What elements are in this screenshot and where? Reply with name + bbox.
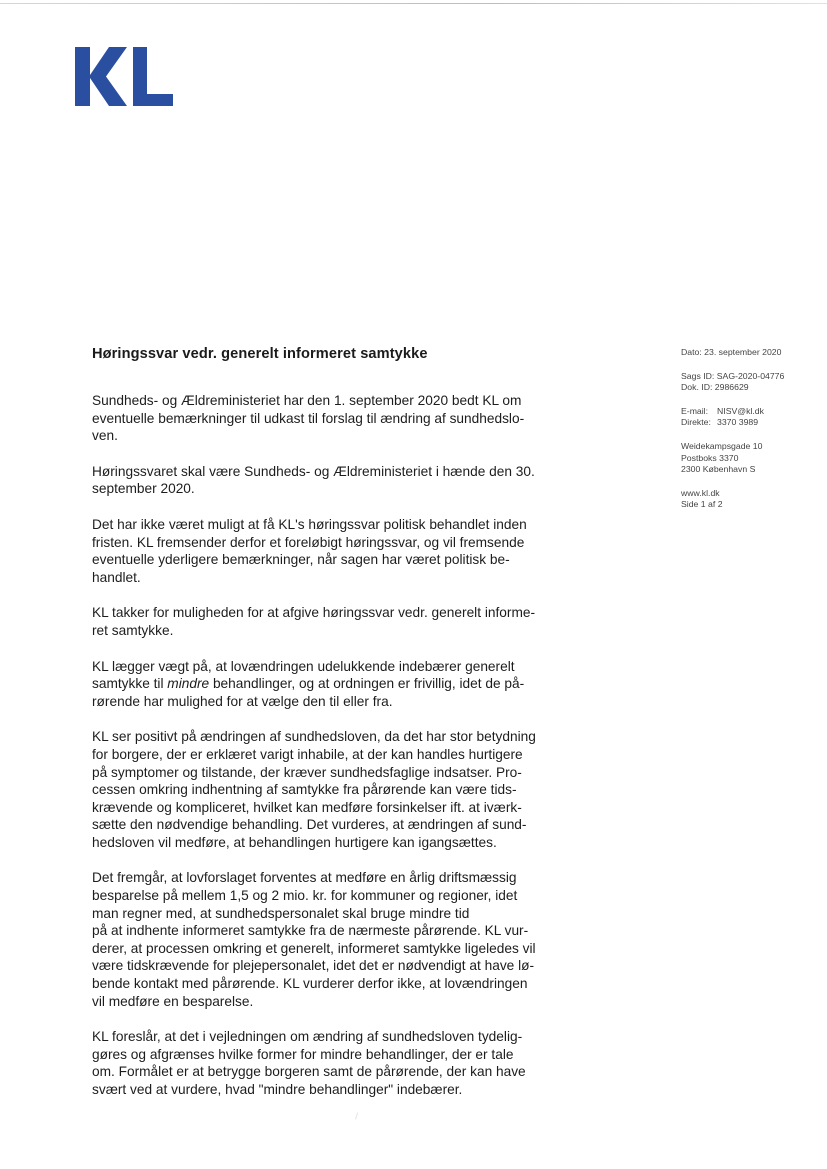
text-line: være tidskrævende for plejepersonalet, idet det er nødvendigt at have lø-: [92, 958, 535, 974]
text-line: ven.: [92, 428, 118, 444]
meta-page-number: Side 1 af 2: [681, 499, 723, 510]
text-line: KL takker for muligheden for at afgive høringssvar vedr. generelt informe-: [92, 605, 536, 621]
text-line: krævende og kompliceret, hvilket kan medføre forsinkelser ift. at iværk-: [92, 799, 522, 815]
scan-edge-line: [0, 3, 827, 4]
meta-email-label: E-mail:: [681, 405, 709, 416]
text-line: svært ved at vurdere, hvad "mindre behandlinger" indebærer.: [92, 1082, 463, 1097]
paragraph-proposal: [92, 1028, 582, 1098]
paragraph-preliminary: [92, 516, 582, 586]
text-line: på at indhente informeret samtykke fra de nærmeste pårørende. KL vur-: [92, 923, 529, 939]
meta-phone-value: 3370 3989: [717, 417, 759, 428]
meta-ids-group: [681, 371, 821, 394]
meta-email-row: [681, 406, 821, 418]
meta-phone-row: [681, 417, 821, 429]
kl-logo: [75, 47, 173, 106]
paragraph-positive: [92, 728, 582, 851]
text-line: om. Formålet er at betrygge borgeren samt de pårørende, der kan have: [92, 1064, 526, 1080]
paragraph-thanks: [92, 604, 582, 639]
meta-email-link[interactable]: NISV@kl.dk: [717, 405, 764, 416]
kl-logo-mark: [75, 47, 173, 106]
text-line: Sundheds- og Ældreministeriet har den 1. september 2020 bedt KL om: [92, 393, 522, 408]
meta-date: Dato: 23. september 2020: [681, 347, 782, 357]
text-line: sætte den nødvendige behandling. Det vurderes, at ændringen af sund-: [92, 817, 527, 833]
meta-address-group: [681, 441, 821, 476]
text-line: Det har ikke været muligt at få KL's høringssvar politisk behandlet inden: [92, 516, 527, 532]
meta-sags-id: Sags ID: SAG-2020-04776: [681, 370, 785, 381]
text-line: Høringssvaret skal være Sundheds- og Ældreministeriet i hænde den 30.: [92, 463, 535, 479]
paragraph-deadline: [92, 463, 582, 498]
emphasized-word: mindre: [167, 676, 210, 692]
meta-website-link[interactable]: www.kl.dk: [681, 487, 720, 498]
paragraph-emphasis: [92, 658, 582, 711]
scan-speck: [355, 1113, 361, 1121]
text-line: eventuelle bemærkninger til udkast til forslag til ændring af sundhedslo-: [92, 410, 525, 426]
document-meta-sidebar: [681, 347, 821, 523]
meta-contact-group: [681, 406, 821, 429]
text-line: derer, at processen omkring et generelt, informeret samtykke ligeledes vil: [92, 940, 536, 956]
text-line: på symptomer og tilstande, der kræver sundhedsfaglige indsatser. Pro-: [92, 764, 522, 780]
text-fragment: samtykke til: [92, 676, 168, 692]
document-title: Høringssvar vedr. generelt informeret samtykke: [92, 346, 428, 362]
text-line: Det fremgår, at lovforslaget forventes at medføre en årlig driftsmæssig: [92, 870, 517, 886]
text-line: [92, 675, 582, 693]
text-line: KL foreslår, at det i vejledningen om ændring af sundhedsloven tydelig-: [92, 1029, 523, 1045]
meta-dok-id: Dok. ID: 2986629: [681, 382, 749, 393]
meta-date-group: [681, 347, 821, 359]
text-fragment: behandlinger, og at ordningen er frivillig, idet de på-: [209, 676, 525, 692]
text-line: vil medføre en besparelse.: [92, 993, 254, 1009]
text-line: hedsloven vil medføre, at behandlingen hurtigere kan igangsættes.: [92, 834, 497, 850]
meta-address-line: Postboks 3370: [681, 452, 739, 463]
meta-address-line: Weidekampsgade 10: [681, 440, 763, 451]
document-body: [92, 392, 582, 1117]
text-line: gøres og afgrænses hvilke former for mindre behandlinger, der er tale: [92, 1046, 514, 1062]
text-line: cessen omkring indhentning af samtykke fra pårørende kan være tids-: [92, 782, 517, 798]
text-line: fristen. KL fremsender derfor et foreløbigt høringssvar, og vil fremsende: [92, 534, 525, 550]
text-line: besparelse på mellem 1,5 og 2 mio. kr. for kommuner og regioner, idet: [92, 888, 518, 904]
text-line: handlet.: [92, 569, 141, 585]
paragraph-request: [92, 392, 582, 445]
text-line: KL ser positivt på ændringen af sundhedsloven, da det har stor betydning: [92, 729, 536, 745]
meta-web-group: [681, 488, 821, 511]
paragraph-savings: [92, 869, 582, 1010]
text-line: bende kontakt med pårørende. KL vurderer derfor ikke, at lovændringen: [92, 976, 528, 992]
meta-address-line: 2300 København S: [681, 464, 756, 475]
text-line: KL lægger vægt på, at lovændringen udelukkende indebærer generelt: [92, 658, 515, 674]
meta-phone-label: Direkte:: [681, 417, 711, 428]
text-line: rørende har mulighed for at vælge den til eller fra.: [92, 693, 393, 709]
text-line: ret samtykke.: [92, 622, 174, 638]
text-line: for borgere, der er erklæret varigt inhabile, at der kan handles hurtigere: [92, 746, 523, 762]
text-line: eventuelle yderligere bemærkninger, når sagen har været politisk be-: [92, 552, 510, 568]
text-line: man regner med, at sundhedspersonalet skal bruge mindre tid: [92, 905, 470, 921]
text-line: september 2020.: [92, 481, 195, 497]
